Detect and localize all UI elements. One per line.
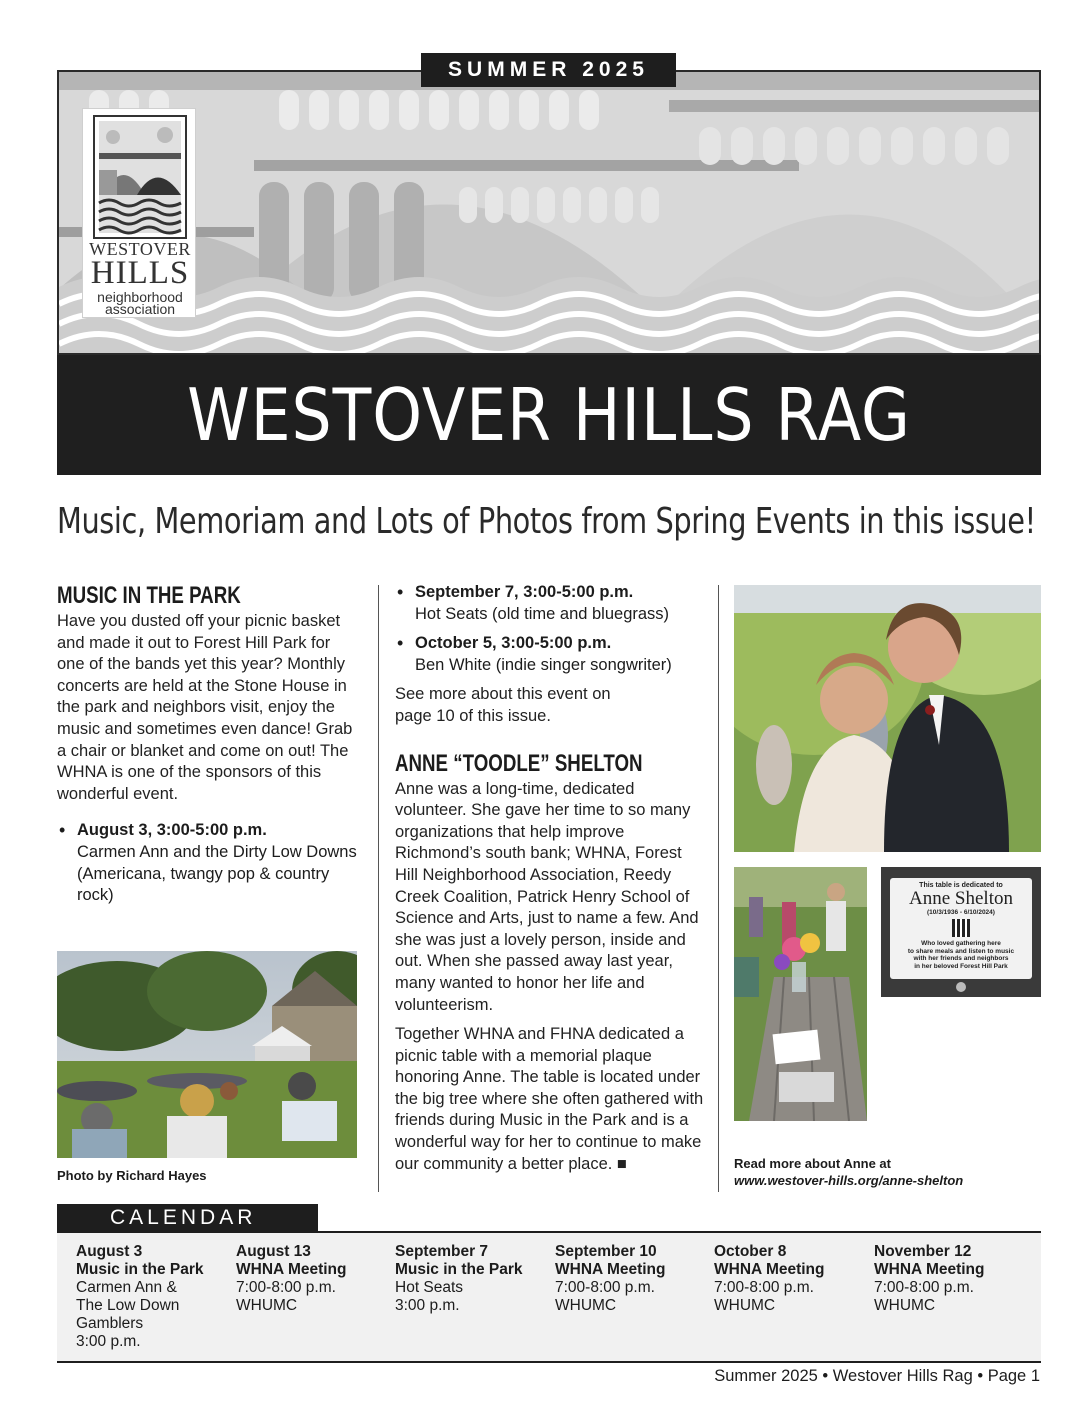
plaque-line-3: with her friends and neighbors [913,955,1009,962]
plaque-dates: (10/3/1936 - 6/10/2024) [927,909,995,916]
event-desc: Ben White (indie singer songwriter) [415,655,672,674]
calendar-details: 7:00-8:00 p.m. WHUMC [714,1279,814,1314]
plaque-line-2: to share meals and listen to music [907,947,1015,955]
calendar-event: Music in the Park [395,1261,523,1278]
logo-hills: HILLS [90,255,190,291]
logo-association: association [104,301,176,317]
plaque-line-1: Who loved gathering here [921,940,1001,947]
read-more-text: Read more about Anne at [734,1156,891,1171]
event-desc: Hot Seats (old time and bluegrass) [415,604,670,623]
calendar-details: Carmen Ann & The Low Down Gamblers 3:00 p.m. [76,1279,180,1350]
anne-paragraph-1: Anne was a long-time, dedicated volunteer. She gave her time to so many organizations that help improve Richmond’s south bank; WHNA, Forest Hill Neighborhood Association, Reedy Creek Coalition, Patrick Henry School of Science and Arts, just to name a few. And she was just a lovely person, inside and out. When she passed away last year, many wanted to honor her life and volunteerism. [395,779,699,1014]
calendar-item [714,1243,872,1315]
calendar-item [874,1243,1032,1315]
event-item [395,582,705,625]
plaque-header: This table is dedicated to [919,882,1003,889]
calendar-details: Hot Seats 3:00 p.m. [395,1279,464,1314]
anne-section-title: ANNE “TOODLE” SHELTON [395,749,643,777]
column-divider-2 [718,585,719,1192]
concert-crowd-image [57,951,357,1158]
column-music-in-the-park [57,582,357,915]
calendar-details: 7:00-8:00 p.m. WHUMC [874,1279,974,1314]
calendar-event: WHNA Meeting [236,1261,347,1278]
dance-photo [734,585,1041,852]
plaque-name: Anne Shelton [909,888,1013,909]
issue-tagline: Music, Memoriam and Lots of Photos from Spring Events in this issue! [57,501,1036,542]
whna-logo [82,108,196,318]
calendar-item [555,1243,713,1315]
dance-image [734,585,1041,852]
masthead-artwork [57,70,1041,355]
picnic-table-photo [734,867,867,1121]
music-section-title: MUSIC IN THE PARK [57,582,241,609]
qr-code-icon [952,919,970,937]
calendar-date: September 7 [395,1243,489,1260]
concert-photo [57,951,357,1158]
calendar-box [57,1231,1041,1363]
picnic-table-image [734,867,867,1121]
logo-neighborhood: neighborhood [97,289,183,305]
logo-bridge-icon [93,115,187,239]
calendar-date: September 10 [555,1243,657,1260]
page-footer: Summer 2025 • Westover Hills Rag • Page 1 [714,1367,1040,1385]
photo-credit: Photo by Richard Hayes [57,1168,207,1183]
event-date: • September 7, 3:00-5:00 p.m. [415,583,634,601]
bridge-illustration [59,72,1041,355]
calendar-date: November 12 [874,1243,972,1260]
column-divider-1 [378,585,379,1192]
event-list-1 [57,820,357,906]
event-item [395,633,705,676]
season-label: SUMMER 2025 [421,53,676,87]
calendar-event: WHNA Meeting [555,1261,666,1278]
event-date: • October 5, 3:00-5:00 p.m. [415,634,612,653]
calendar-item [395,1243,553,1315]
music-body: Have you dusted off your picnic basket and made it out to Forest Hill Park for one of the bands yet this year? Monthly concerts are held at the Stone House in the park and neighbors visit, enjoy the music and sometimes even dance! Grab a chair or blanket and come on out! The WHNA is one of the sponsors of this wonderful event. [57,612,353,803]
event-list-2 [395,582,705,676]
calendar-event: Music in the Park [76,1261,204,1278]
calendar-event: WHNA Meeting [714,1261,825,1278]
calendar-date: October 8 [714,1243,787,1260]
memorial-plaque [890,878,1032,979]
plaque-photo [881,867,1041,997]
calendar-details: 7:00-8:00 p.m. WHUMC [555,1279,655,1314]
plaque-line-4: in her beloved Forest Hill Park [914,962,1008,970]
calendar-details: 7:00-8:00 p.m. WHUMC [236,1279,336,1314]
calendar-date: August 3 [76,1243,143,1260]
calendar-event: WHNA Meeting [874,1261,985,1278]
plaque-screw-icon [956,982,966,992]
calendar-item [76,1243,234,1351]
event-item [57,820,357,906]
event-date: • August 3, 3:00-5:00 p.m. [77,821,267,840]
read-more-block [734,1155,1034,1189]
calendar-label: CALENDAR [57,1204,318,1232]
event-desc: Carmen Ann and the Dirty Low Downs (Americana, twangy pop & country rock) [77,842,357,905]
see-more-text: See more about this event on page 10 of this issue. [395,685,611,725]
calendar-date: August 13 [236,1243,311,1260]
logo-westover: WESTOVER [89,239,191,259]
newsletter-title: WESTOVER HILLS RAG [187,373,911,457]
column-anne-shelton [395,582,705,1175]
title-band [57,355,1041,475]
read-more-link[interactable]: www.westover-hills.org/anne-shelton [734,1173,964,1188]
anne-paragraph-2: Together WHNA and FHNA dedicated a picnic table with a memorial plaque honoring Anne. The table is located under the big tree where she often gathered with friends during Music in the Park and is a wonderful way for her to continue to make our community a better place. ■ [395,1025,704,1173]
calendar-item [236,1243,394,1315]
